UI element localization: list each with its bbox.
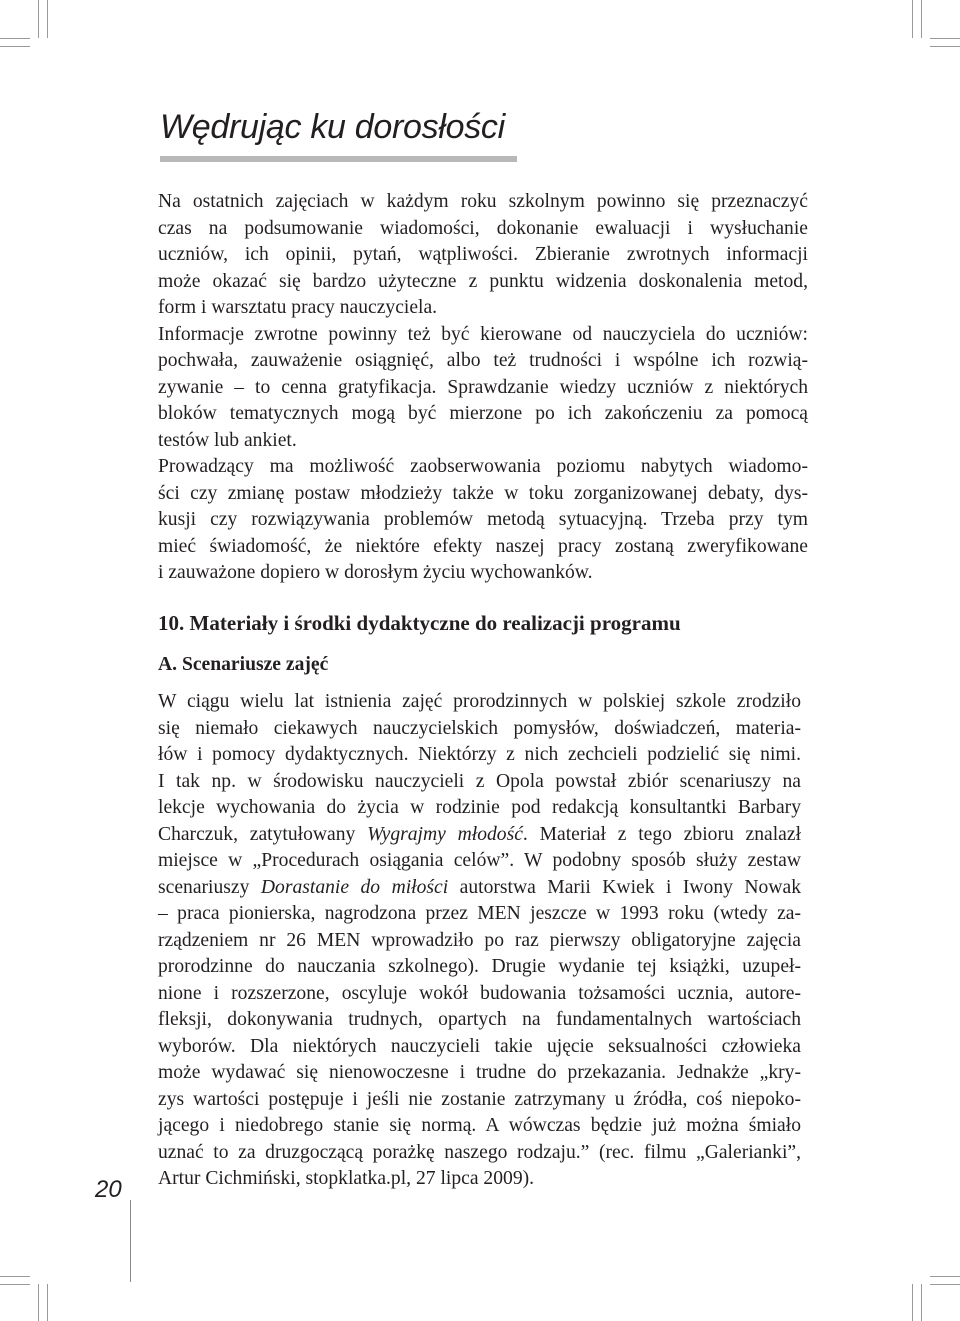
header-underline (160, 156, 517, 162)
text-line: może wydawać się nienowoczesne i trudne do przekazania. Jednakże „kry- (158, 1062, 801, 1083)
text-line: nione i rozszerzone, oscyluje wokół budowania tożsamości ucznia, autore- (158, 982, 801, 1004)
text-line: uczniów, ich opinii, pytań, wątpliwości. Zbieranie zwrotnych informacji (158, 244, 808, 265)
crop-mark (921, 1284, 922, 1321)
crop-mark (912, 1284, 913, 1321)
text-line: W ciągu wielu lat istnienia zajęć prorodzinnych w polskiej szkole zrodziło (158, 691, 801, 712)
crop-mark (38, 0, 39, 38)
text-line: mieć świadomość, że niektóre efekty naszej pracy zostaną zweryfikowane (158, 535, 808, 557)
crop-mark (930, 38, 960, 39)
text-line: łów i pomocy dydaktycznych. Niektórzy z nich zechcieli podzielić się nimi. (158, 744, 801, 765)
page-number: 20 (95, 1176, 122, 1203)
text-run: scenariuszy (158, 876, 261, 898)
text-line: – praca pionierska, nagrodzona przez MEN jeszcze w 1993 roku (wtedy za- (158, 903, 801, 924)
crop-mark (0, 38, 30, 39)
text-line (158, 875, 801, 902)
text-line: i zauważone dopiero w dorosłym życiu wychowanków. (158, 562, 593, 583)
page-number-rule (130, 1200, 131, 1282)
text-line: zys wartości postępuje i jeśli nie zostanie zatrzymany u źródła, coś niepoko- (158, 1088, 801, 1110)
text-line: Informacje zwrotne powinny też być kierowane od nauczyciela do uczniów: (158, 323, 808, 345)
text-run: Charczuk, zatytułowany (158, 823, 368, 845)
text-line: fleksji, dokonywania trudnych, opartych na fundamentalnych wartościach (158, 1009, 801, 1030)
section-subheading: A. Scenariusze zajęć (158, 654, 329, 675)
text-line (158, 822, 801, 849)
running-header-title: Wędrując ku dorosłości (160, 108, 505, 146)
text-line: form i warsztatu pracy nauczyciela. (158, 297, 438, 318)
crop-mark (38, 1284, 39, 1321)
crop-mark (47, 0, 48, 38)
crop-mark (930, 1276, 960, 1277)
text-line: się niemało ciekawych nauczycielskich pomysłów, doświadczeń, materia- (158, 717, 801, 739)
text-line: jącego i niedobrego stanie się normą. A wówczas będzie już można śmiało (158, 1115, 801, 1136)
text-line: Prowadzący ma możliwość zaobserwowania poziomu nabytych wiadomo- (158, 456, 808, 477)
crop-mark (921, 0, 922, 38)
text-line: może okazać się bardzo użyteczne z punktu widzenia doskonalenia metod, (158, 270, 808, 292)
crop-mark (0, 1276, 30, 1277)
text-run: autorstwa Marii Kwiek i Iwony Nowak (448, 876, 802, 898)
crop-mark (912, 0, 913, 38)
text-line: I tak np. w środowisku nauczycieli z Opola powstał zbiór scenariuszy na (158, 770, 801, 792)
text-line: rządzeniem nr 26 MEN wprowadziło po raz pierwszy obligatoryjne zajęcia (158, 929, 801, 951)
text-line: Na ostatnich zajęciach w każdym roku szkolnym powinno się przeznaczyć (158, 191, 808, 212)
text-line: prorodzinne do nauczania szkolnego). Drugie wydanie tej książki, uzupeł- (158, 956, 801, 977)
text-line: bloków tematycznych mogą być mierzone po ich zakończeniu za pomocą (158, 403, 808, 424)
text-line: uznać to za druzgoczącą porażkę naszego rodzaju.” (rec. filmu „Galerianki”, (158, 1141, 801, 1163)
text-run: . Materiał z tego zbioru znalazł (522, 823, 802, 845)
crop-mark (47, 1284, 48, 1321)
text-line: pochwała, zauważenie osiągnięć, albo też trudności i wspólne ich rozwią- (158, 350, 808, 371)
text-line: miejsce w „Procedurach osiągania celów”. W podobny sposób służy zestaw (158, 850, 801, 871)
crop-mark (0, 46, 30, 47)
text-line: czas na podsumowanie wiadomości, dokonanie ewaluacji i wysłuchanie (158, 217, 808, 239)
text-line: Artur Cichmiński, stopklatka.pl, 27 lipca 2009). (158, 1168, 535, 1189)
crop-mark (930, 1284, 960, 1285)
crop-mark (930, 46, 960, 47)
text-line: wyborów. Dla niektórych nauczycieli takie ujęcie seksualności człowieka (158, 1035, 801, 1057)
text-line: zywanie – to cenna gratyfikacja. Sprawdzanie wiedzy uczniów z niektórych (158, 376, 808, 398)
crop-mark (0, 1284, 30, 1285)
text-line: lekcje wychowania do życia w rodzinie pod redakcją konsultantki Barbary (158, 797, 801, 818)
intro-paragraphs (158, 189, 808, 587)
text-line: testów lub ankiet. (158, 429, 297, 451)
book-title: Wygrajmy młodość (367, 823, 523, 845)
section-heading: 10. Materiały i środki dydaktyczne do realizacji programu (158, 611, 681, 635)
body-paragraph (158, 689, 801, 1193)
text-line: ści czy zmianę postaw młodzieży także w toku zorganizowanej debaty, dys- (158, 482, 808, 504)
text-line: kusji czy rozwiązywania problemów metodą sytuacyjną. Trzeba przy tym (158, 509, 808, 530)
book-title: Dorastanie do miłości (260, 876, 449, 898)
